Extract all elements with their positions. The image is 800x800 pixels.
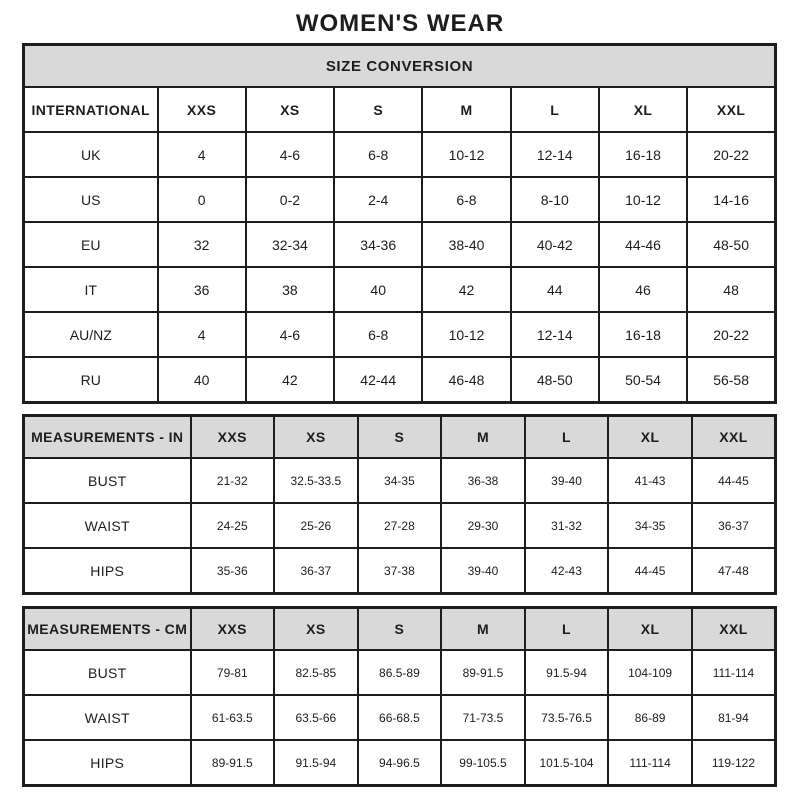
value-cell: 66-68.5 [358,695,442,740]
value-cell: 46-48 [422,357,510,403]
size-conversion-table [22,43,777,404]
value-cell: 4-6 [246,132,334,177]
row-label: BUST [24,458,191,503]
value-cell: 20-22 [687,132,775,177]
value-cell: 14-16 [687,177,775,222]
table-row [24,357,776,403]
value-cell: 63.5-66 [274,695,358,740]
value-cell: 44-46 [599,222,687,267]
table-title: SIZE CONVERSION [24,45,776,88]
value-cell: 40 [334,267,422,312]
value-cell: 119-122 [692,740,776,786]
value-cell: 50-54 [599,357,687,403]
size-column-header: XXL [687,87,775,132]
value-cell: 4 [158,312,246,357]
size-column-header: L [525,608,609,651]
value-cell: 56-58 [687,357,775,403]
table-row [24,548,776,594]
table-header-row [24,608,776,651]
corner-header: MEASUREMENTS - IN [24,416,191,459]
value-cell: 20-22 [687,312,775,357]
value-cell: 48 [687,267,775,312]
size-column-header: XXS [158,87,246,132]
value-cell: 10-12 [422,312,510,357]
value-cell: 61-63.5 [191,695,275,740]
value-cell: 37-38 [358,548,442,594]
row-label: RU [24,357,158,403]
value-cell: 44 [511,267,599,312]
size-column-header: XXS [191,608,275,651]
size-column-header: S [358,608,442,651]
value-cell: 39-40 [441,548,525,594]
value-cell: 6-8 [334,132,422,177]
corner-header: INTERNATIONAL [24,87,158,132]
page-title: WOMEN'S WEAR [295,10,505,37]
size-column-header: L [525,416,609,459]
value-cell: 48-50 [687,222,775,267]
table-header-row [24,87,776,132]
table-row [24,458,776,503]
value-cell: 32.5-33.5 [274,458,358,503]
value-cell: 42-44 [334,357,422,403]
value-cell: 12-14 [511,312,599,357]
value-cell: 4 [158,132,246,177]
value-cell: 12-14 [511,132,599,177]
table-row [24,695,776,740]
value-cell: 71-73.5 [441,695,525,740]
value-cell: 36-37 [274,548,358,594]
table-row [24,177,776,222]
value-cell: 82.5-85 [274,650,358,695]
value-cell: 38-40 [422,222,510,267]
size-column-header: XS [246,87,334,132]
value-cell: 36-38 [441,458,525,503]
value-cell: 6-8 [422,177,510,222]
value-cell: 101.5-104 [525,740,609,786]
size-column-header: XXL [692,416,776,459]
corner-header: MEASUREMENTS - CM [24,608,191,651]
size-column-header: M [422,87,510,132]
value-cell: 34-36 [334,222,422,267]
measurements-in-table [22,414,777,595]
size-column-header: S [334,87,422,132]
value-cell: 16-18 [599,132,687,177]
value-cell: 39-40 [525,458,609,503]
value-cell: 16-18 [599,312,687,357]
row-label: IT [24,267,158,312]
size-column-header: XXS [191,416,275,459]
value-cell: 40 [158,357,246,403]
table-header-row [24,416,776,459]
table-row [24,267,776,312]
value-cell: 32 [158,222,246,267]
value-cell: 35-36 [191,548,275,594]
value-cell: 111-114 [692,650,776,695]
value-cell: 21-32 [191,458,275,503]
row-label: BUST [24,650,191,695]
table-row [24,222,776,267]
value-cell: 2-4 [334,177,422,222]
value-cell: 10-12 [422,132,510,177]
value-cell: 27-28 [358,503,442,548]
size-column-header: XL [608,416,692,459]
value-cell: 46 [599,267,687,312]
value-cell: 73.5-76.5 [525,695,609,740]
value-cell: 94-96.5 [358,740,442,786]
row-label: AU/NZ [24,312,158,357]
size-column-header: L [511,87,599,132]
value-cell: 86.5-89 [358,650,442,695]
value-cell: 47-48 [692,548,776,594]
value-cell: 36-37 [692,503,776,548]
value-cell: 8-10 [511,177,599,222]
value-cell: 0-2 [246,177,334,222]
table-row [24,650,776,695]
value-cell: 6-8 [334,312,422,357]
size-column-header: M [441,608,525,651]
value-cell: 25-26 [274,503,358,548]
value-cell: 42 [246,357,334,403]
value-cell: 34-35 [608,503,692,548]
value-cell: 0 [158,177,246,222]
size-column-header: XS [274,608,358,651]
row-label: EU [24,222,158,267]
table-row [24,503,776,548]
table-row [24,132,776,177]
value-cell: 40-42 [511,222,599,267]
value-cell: 34-35 [358,458,442,503]
value-cell: 81-94 [692,695,776,740]
value-cell: 44-45 [692,458,776,503]
row-label: HIPS [24,548,191,594]
value-cell: 10-12 [599,177,687,222]
table-row [24,312,776,357]
value-cell: 89-91.5 [441,650,525,695]
value-cell: 111-114 [608,740,692,786]
value-cell: 38 [246,267,334,312]
value-cell: 104-109 [608,650,692,695]
value-cell: 91.5-94 [525,650,609,695]
value-cell: 99-105.5 [441,740,525,786]
row-label: WAIST [24,503,191,548]
size-column-header: XL [608,608,692,651]
row-label: US [24,177,158,222]
value-cell: 86-89 [608,695,692,740]
value-cell: 42-43 [525,548,609,594]
row-label: UK [24,132,158,177]
value-cell: 79-81 [191,650,275,695]
value-cell: 44-45 [608,548,692,594]
value-cell: 31-32 [525,503,609,548]
value-cell: 29-30 [441,503,525,548]
value-cell: 48-50 [511,357,599,403]
size-column-header: XL [599,87,687,132]
size-column-header: XXL [692,608,776,651]
value-cell: 4-6 [246,312,334,357]
value-cell: 89-91.5 [191,740,275,786]
size-column-header: M [441,416,525,459]
row-label: HIPS [24,740,191,786]
measurements-cm-table [22,606,777,787]
size-column-header: XS [274,416,358,459]
table-row [24,740,776,786]
value-cell: 24-25 [191,503,275,548]
value-cell: 36 [158,267,246,312]
row-label: WAIST [24,695,191,740]
table-title-row [24,45,776,88]
value-cell: 41-43 [608,458,692,503]
value-cell: 32-34 [246,222,334,267]
size-column-header: S [358,416,442,459]
value-cell: 91.5-94 [274,740,358,786]
value-cell: 42 [422,267,510,312]
